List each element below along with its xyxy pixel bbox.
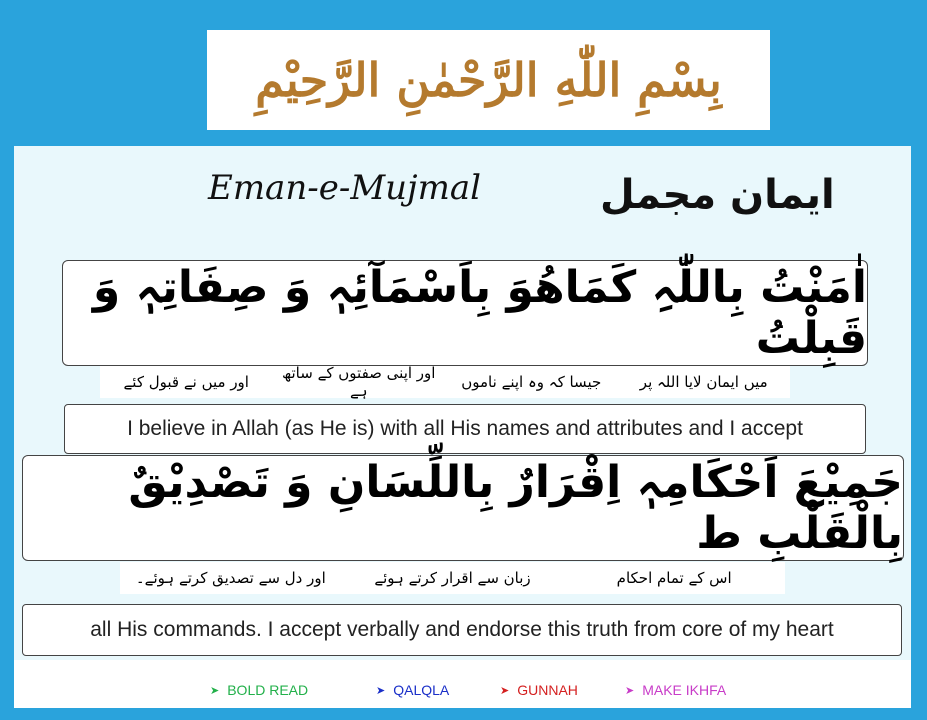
legend-gunnah <box>500 682 578 698</box>
legend-qalqla <box>376 682 449 698</box>
legend-bold-read <box>210 682 308 698</box>
verse1-english: I believe in Allah (as He is) with all His names and attributes and I accept <box>64 404 866 454</box>
legend-label: QALQLA <box>393 682 450 698</box>
legend-label: GUNNAH <box>517 682 578 698</box>
verse2-urdu-row <box>120 562 785 594</box>
arrow-icon: ➤ <box>376 684 386 697</box>
verse1-urdu-1: میں ایمان لایا اللہ پر <box>639 373 768 391</box>
title-urdu: ایمان مجمل <box>600 172 835 218</box>
bismillah-banner <box>207 30 770 130</box>
verse2-urdu-3: اور دل سے تصدیق کرتے ہوئے۔ <box>135 569 326 587</box>
verse2-arabic-box <box>22 455 904 561</box>
title-english: Eman-e-Mujmal <box>208 168 481 208</box>
verse1-arabic-box <box>62 260 868 366</box>
verse1-urdu-4: اور میں نے قبول کئے <box>123 373 249 391</box>
legend-make-ikhfa <box>625 682 726 698</box>
verse1-urdu-2: جیسا کہ وہ اپنے ناموں <box>461 373 602 391</box>
arrow-icon: ➤ <box>500 684 510 697</box>
verse2-arabic: جَمِیْعَ اَحْكَامِہٖ اِقْرَارٌ بِاللِّسَانِ وَ تَصْدِیْقٌ بِالْقَلْبِ ط <box>128 457 903 559</box>
verse2-urdu-2: زبان سے اقرار کرتے ہوئے <box>374 569 531 587</box>
verse1-urdu-row <box>100 366 790 398</box>
legend-bar <box>14 660 911 708</box>
verse2-english: all His commands. I accept verbally and endorse this truth from core of my heart <box>22 604 902 656</box>
verse1-arabic: اٰمَنْتُ بِاللّٰہِ كَمَاھُوَ بِاَسْمَآئِہٖ وَ صِفَاتِہٖ وَ قَبِلْتُ <box>92 262 867 364</box>
arrow-icon: ➤ <box>210 684 220 697</box>
legend-label: BOLD READ <box>227 682 309 698</box>
verse2-urdu-1: اس کے تمام احکام <box>616 569 732 587</box>
bismillah-text: بِسْمِ اللّٰهِ الرَّحْمٰنِ الرَّحِيْمِ <box>255 53 722 107</box>
legend-label: MAKE IKHFA <box>642 682 727 698</box>
verse1-urdu-3: اور اپنی صفتوں کے ساتھ ہے <box>282 364 436 400</box>
arrow-icon: ➤ <box>625 684 635 697</box>
